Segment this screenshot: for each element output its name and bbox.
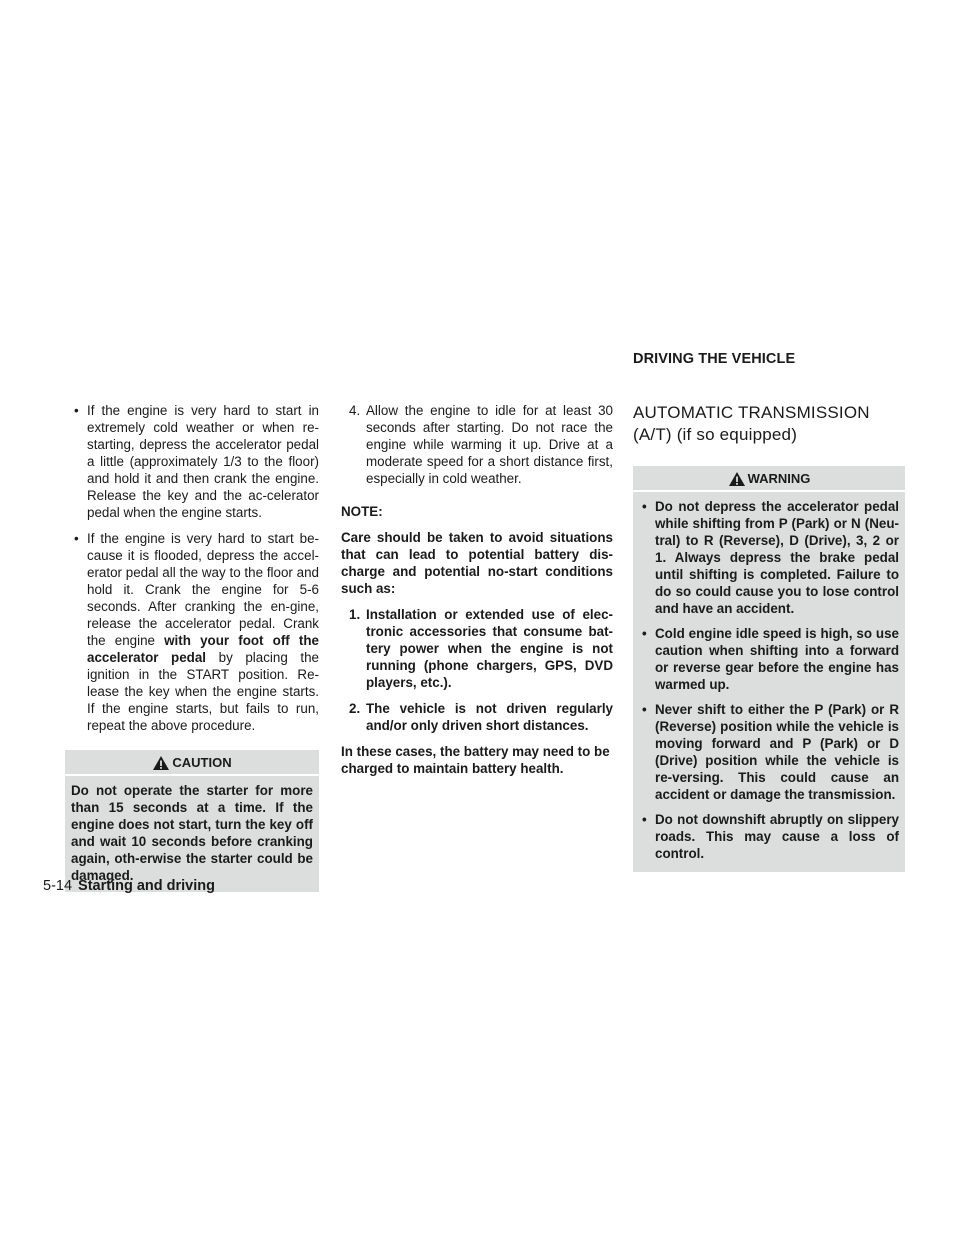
note-item	[341, 606, 613, 691]
step-text: Allow the engine to idle for at least 30 seconds after starting. Do not race the engine while warming it up. Drive at a moderate speed for a short distance first, especially in cold weather.	[366, 403, 613, 486]
warning-item-text: Do not depress the accelerator pedal while shifting from P (Park) or N (Neu-tral) to R (Reverse), D (Drive), 3, 2 or 1. Always depress the brake pedal until shifting is completed. Failure to do so could cause you to lose control and have an accident.	[655, 499, 899, 616]
note-body: Care should be taken to avoid situations that can lead to potential battery dis-charge and potential no-start conditions such as:	[341, 530, 613, 596]
warning-header	[633, 466, 905, 492]
warning-item	[639, 701, 899, 803]
warning-item	[639, 625, 899, 693]
caution-header	[65, 750, 319, 776]
caution-text: Do not operate the starter for more than 15 seconds at a time. If the engine does not start, turn the key off and wait 10 seconds before cranking again, oth-erwise the starter could be damaged.	[71, 783, 313, 883]
column-1	[65, 402, 319, 892]
warning-item-text: Do not downshift abruptly on slippery roads. This may cause a loss of control.	[655, 812, 899, 861]
warning-triangle-icon	[728, 471, 746, 487]
list-item	[65, 530, 319, 734]
step-number: 4.	[349, 403, 361, 418]
warning-item-text: Cold engine idle speed is high, so use caution when shifting into a forward or reverse gear before the engine has warmed up.	[655, 626, 899, 692]
column-3	[633, 402, 905, 872]
bullet-mark: •	[74, 403, 79, 418]
list-item	[65, 402, 319, 521]
warning-item	[639, 811, 899, 862]
note-item-text: Installation or extended use of elec-tronic accessories that consume bat-tery power when the engine is not running (phone chargers, GPS, DVD players, etc.).	[366, 607, 613, 690]
warning-triangle-icon	[152, 755, 170, 771]
bullet-mark: •	[642, 812, 647, 827]
caution-title: CAUTION	[172, 755, 232, 770]
note-item-text: The vehicle is not driven regularly and/or only driven short distances.	[366, 701, 613, 733]
warning-item	[639, 498, 899, 617]
column-2	[341, 402, 613, 786]
caution-box	[65, 750, 319, 892]
warning-title: WARNING	[747, 471, 811, 486]
bullet-text-emphasis: with your foot off the accelerator pedal	[87, 633, 319, 665]
section-heading: AUTOMATIC TRANSMISSION (A/T) (if so equipped)	[633, 403, 870, 444]
warning-item-text: Never shift to either the P (Park) or R (Reverse) position while the vehicle is moving forward and P (Park) or D (Drive) position while the vehicle is re-versing. This could cause an accident or damage the transmission.	[655, 702, 899, 802]
bullet-text: by placing the ignition in the START position. Re-lease the key when the engine starts. If the engine starts, but fails to run, repeat the above procedure.	[87, 650, 319, 733]
bullet-mark: •	[642, 626, 647, 641]
step-item	[341, 402, 613, 487]
note-item	[341, 700, 613, 734]
page-number: 5-14	[43, 878, 73, 894]
page-footer	[43, 878, 215, 895]
note-item-number: 1.	[349, 607, 361, 622]
bullet-text: If the engine is very hard to start in extremely cold weather or when re-starting, depress the accelerator pedal a little (approximately 1/3 to the floor) and hold it and then crank the engine. Release the key and the ac-celerator pedal when the engine starts.	[87, 403, 319, 520]
closing-text: In these cases, the battery may need to be charged to maintain battery health.	[341, 744, 610, 776]
bullet-mark: •	[74, 531, 79, 546]
bullet-mark: •	[642, 499, 647, 514]
bullet-mark: •	[642, 702, 647, 717]
warning-box	[633, 466, 905, 872]
chapter-title: Starting and driving	[78, 878, 215, 894]
note-label: NOTE:	[341, 504, 383, 519]
section-tag: DRIVING THE VEHICLE	[633, 351, 796, 367]
note-item-number: 2.	[349, 701, 361, 716]
bullet-text: If the engine is very hard to start be-cause it is flooded, depress the accel-erator pedal all the way to the floor and hold it. Crank the engine for 5-6 seconds. After cranking the en-gine, release the accelerator pedal. Crank the engine	[87, 531, 319, 648]
